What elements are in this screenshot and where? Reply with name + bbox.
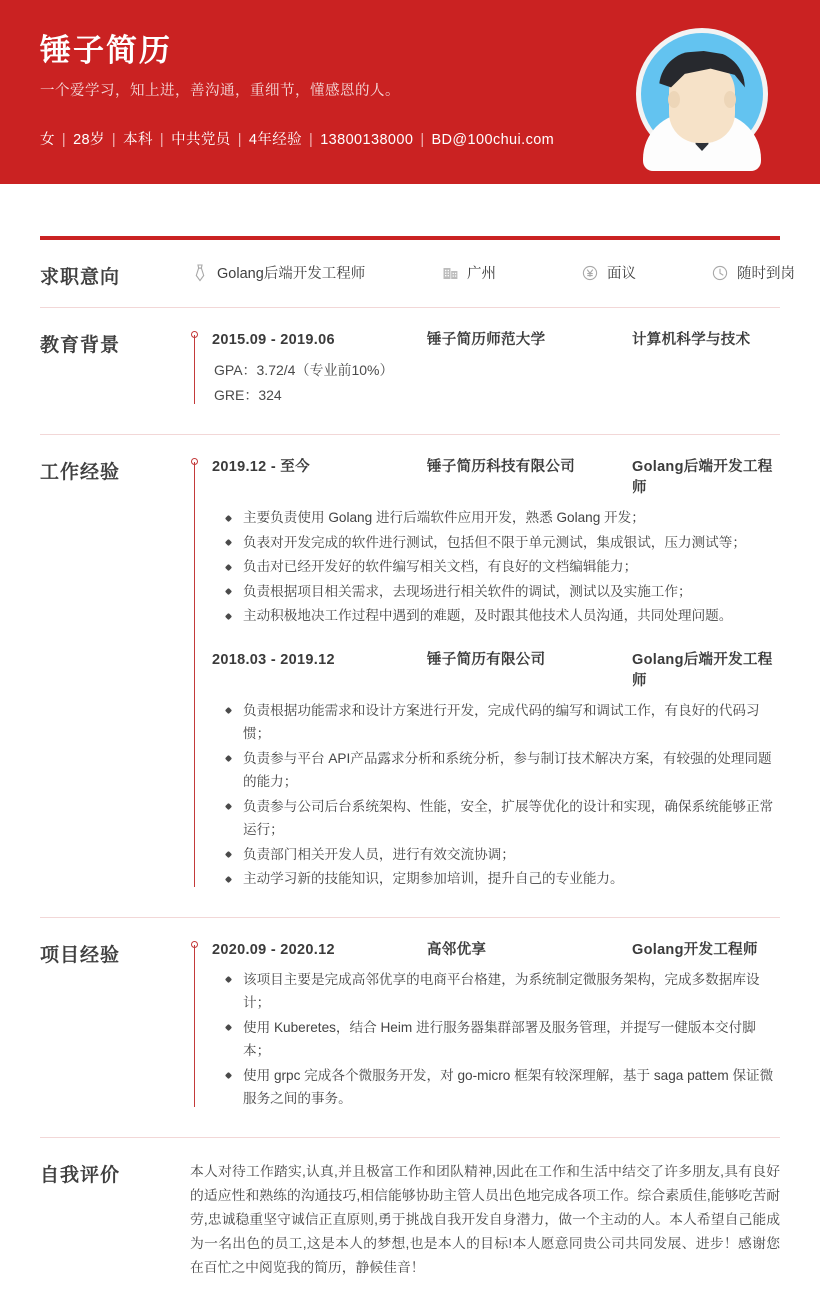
education-major: 计算机科学与技术 — [632, 332, 751, 348]
summary-body — [190, 1138, 780, 1302]
meta-experience: 4年经验 — [248, 132, 303, 148]
project-entry — [212, 938, 780, 1111]
avatar — [636, 28, 768, 160]
list-item: 负责根据功能需求和设计方案进行开发，完成代码的编写和调试工作，有良好的代码习惯； — [224, 699, 780, 746]
work-entry — [212, 648, 780, 891]
education-gpa: GPA：3.72/4（专业前10%） — [214, 362, 394, 378]
work-entry — [212, 455, 780, 628]
meta-age: 28岁 — [73, 132, 105, 148]
work-bullets — [212, 506, 780, 628]
list-item: 负责部门相关开发人员，进行有效交流协调； — [224, 843, 780, 867]
header-tagline: 一个爱学习，知上进，善沟通，重细节，懂感恩的人。 — [40, 83, 400, 99]
list-item: 负击对已经开发好的软件编写相关文档，有良好的文档编辑能力； — [224, 555, 780, 579]
education-body — [190, 308, 780, 434]
summary-text: 本人对待工作踏实,认真,并且极富工作和团队精神,因此在工作和生活中结交了许多朋友,具有良好的适应性和熟练的沟通技巧,相信能够协助主管人员出色地完成各项工作。综合素质佳,能够吃苦耐劳,忠诚稳重坚守诚信正直原则,勇于挑战自我开发自身潜力，做一个主动的人。本人希望自己能成为一名出色的员工,这是本人的梦想,也是本人的目标!本人愿意同贵公司共同发展、进步！感谢您在百忙之中阅览我的简历，静候佳音！ — [190, 1163, 780, 1275]
project-name: 高邻优享 — [427, 941, 487, 958]
avatar-ear-left — [668, 91, 680, 108]
list-item: 负责参与公司后台系统架构、性能，安全，扩展等优化的设计和实现，确保系统能够正常运行； — [224, 795, 780, 842]
education-school: 锤子简历师范大学 — [427, 332, 546, 348]
work-role: Golang后端开发工程师 — [632, 651, 773, 689]
zigzag-edge — [0, 184, 820, 198]
avatar-ear-right — [724, 91, 736, 108]
intention-availability — [710, 262, 795, 283]
meta-separator: | — [61, 132, 67, 148]
work-timeline — [190, 455, 780, 891]
education-entry — [212, 328, 780, 408]
meta-separator: | — [237, 132, 242, 148]
meta-separator: | — [111, 132, 117, 148]
intention-salary-label: 面议 — [607, 266, 636, 282]
work-body — [190, 435, 780, 917]
page-title: 锤子简历 — [40, 33, 172, 68]
section-label-education: 教育背景 — [40, 335, 121, 356]
work-company: 锤子简历科技有限公司 — [427, 459, 575, 475]
resume-body — [0, 236, 820, 1302]
section-label-work: 工作经验 — [40, 462, 121, 483]
meta-separator: | — [159, 132, 165, 148]
intention-availability-label: 随时到岗 — [737, 266, 795, 282]
building-icon — [440, 263, 460, 283]
project-entry-head — [212, 938, 780, 959]
header-meta-row — [40, 128, 600, 149]
timeline-line — [194, 462, 195, 887]
timeline-line — [194, 945, 195, 1107]
timeline-line — [194, 335, 195, 404]
clock-icon — [710, 263, 730, 283]
list-item: 使用 grpc 完成各个微服务开发，对 go-micro 框架有较深理解，基于 saga pattem 保证微服务之间的事务。 — [224, 1064, 780, 1111]
project-role: Golang开发工程师 — [632, 941, 758, 958]
education-gre: GRE：324 — [214, 387, 282, 403]
work-entry-head — [212, 648, 780, 690]
intention-items — [190, 240, 795, 307]
list-item: 负责参与平台 API产品露求分析和系统分析，参与制订技术解决方案，有较强的处理同题的能力； — [224, 747, 780, 794]
section-label-intention: 求职意向 — [40, 267, 121, 288]
intention-city-label: 广州 — [467, 266, 496, 282]
work-entry-head — [212, 455, 780, 497]
list-item: 使用 Kuberetes，结合 Heim 进行服务器集群部署及服务管理，并提写一健版本交付脚本； — [224, 1016, 780, 1063]
meta-phone: 13800138000 — [320, 132, 414, 148]
meta-political-status: 中共党员 — [171, 132, 231, 148]
list-item: 负责根据项目相关需求，去现场进行相关软件的调试，测试以及实施工作； — [224, 580, 780, 604]
list-item: 主要负责使用 Golang 进行后端软件应用开发，熟悉 Golang 开发； — [224, 506, 780, 530]
section-project-experience — [40, 918, 780, 1138]
work-role: Golang后端开发工程师 — [632, 459, 773, 496]
project-date: 2020.09 - 2020.12 — [212, 941, 335, 958]
education-details — [212, 358, 780, 408]
work-date: 2018.03 - 2019.12 — [212, 651, 335, 668]
meta-separator: | — [309, 132, 314, 148]
section-job-intention — [40, 240, 795, 308]
intention-salary — [580, 262, 710, 283]
meta-separator: | — [420, 132, 425, 148]
education-entry-head — [212, 328, 780, 349]
section-work-experience — [40, 435, 780, 918]
section-self-evaluation — [40, 1138, 780, 1302]
meta-gender: 女 — [40, 132, 55, 148]
list-item: 该项目主要是完成高邻优享的电商平台格建，为系统制定微服务架构，完成多数据库设计； — [224, 968, 780, 1015]
avatar-portrait-icon — [641, 33, 763, 155]
intention-position — [190, 262, 440, 283]
education-date: 2015.09 - 2019.06 — [212, 332, 335, 348]
project-bullets — [212, 968, 780, 1111]
intention-city — [440, 262, 580, 283]
resume-header — [0, 0, 820, 198]
intention-position-label: Golang后端开发工程师 — [217, 266, 366, 282]
work-date: 2019.12 - 至今 — [212, 459, 310, 475]
work-company: 锤子简历有限公司 — [427, 651, 546, 668]
meta-degree: 本科 — [123, 132, 153, 148]
list-item: 主动学习新的技能知识，定期参加培训，提升自己的专业能力。 — [224, 867, 780, 891]
work-bullets — [212, 699, 780, 891]
header-text-block — [40, 30, 600, 149]
project-timeline — [190, 938, 780, 1111]
tie-icon — [190, 263, 210, 283]
list-item: 负表对开发完成的软件进行测试，包括但不限于单元测试，集成银试，压力测试等； — [224, 531, 780, 555]
list-item: 主动积极地决工作过程中遇到的难题，及时跟其他技术人员沟通，共同处理问题。 — [224, 604, 780, 628]
section-education — [40, 308, 780, 435]
section-label-summary: 自我评价 — [40, 1164, 121, 1186]
project-body — [190, 918, 780, 1137]
meta-email: BD@100chui.com — [431, 132, 555, 148]
section-label-project: 项目经验 — [40, 944, 121, 966]
salary-yen-icon — [580, 263, 600, 283]
education-timeline — [190, 328, 780, 408]
